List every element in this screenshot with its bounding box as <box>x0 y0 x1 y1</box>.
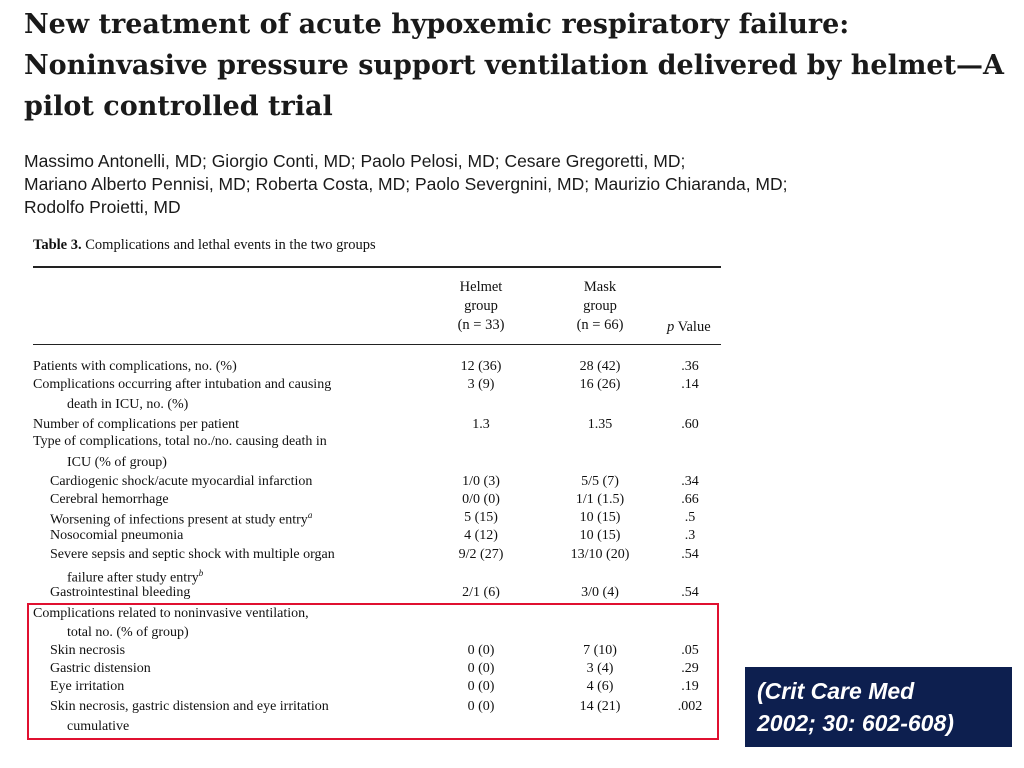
row-label: Patients with complications, no. (%) <box>33 359 237 374</box>
author-list <box>24 150 1014 219</box>
row-label: Type of complications, total no./no. causing death in <box>33 434 327 449</box>
mask-cell: 10 (15) <box>579 510 621 525</box>
p-value-cell: .29 <box>681 661 699 676</box>
p-value-cell: .54 <box>681 547 699 562</box>
p-value-cell: .14 <box>681 377 699 392</box>
table-top-rule <box>33 266 721 268</box>
table-row <box>0 492 730 510</box>
mask-cell: 28 (42) <box>579 359 621 374</box>
author-line: Massimo Antonelli, MD; Giorgio Conti, MD; Paolo Pelosi, MD; Cesare Gregoretti, MD; <box>24 151 686 171</box>
p-value-cell: .3 <box>684 528 696 543</box>
row-label: Skin necrosis <box>50 643 126 658</box>
mask-cell: 1/1 (1.5) <box>575 492 625 507</box>
table-header-rule <box>33 344 721 345</box>
p-value-cell: .5 <box>684 510 696 525</box>
helmet-cell: 0/0 (0) <box>462 492 500 507</box>
mask-cell: 16 (26) <box>579 377 621 392</box>
table-row <box>0 585 730 603</box>
mask-cell: 5/5 (7) <box>581 474 619 489</box>
row-label: Cardiogenic shock/acute myocardial infarction <box>50 474 313 489</box>
mask-cell: 1.35 <box>587 417 613 432</box>
helmet-cell: 4 (12) <box>464 528 498 543</box>
row-label: Number of complications per patient <box>33 417 240 432</box>
table-row <box>0 434 730 452</box>
row-label: Cerebral hemorrhage <box>50 492 169 507</box>
helmet-cell: 0 (0) <box>467 679 495 694</box>
helmet-cell: 1/0 (3) <box>462 474 500 489</box>
helmet-cell: 1.3 <box>472 417 490 432</box>
table-row <box>0 510 730 528</box>
helmet-cell: 9/2 (27) <box>458 547 504 562</box>
table-row <box>0 568 730 586</box>
footnote-marker: a <box>307 510 313 520</box>
row-label: total no. (% of group) <box>67 625 189 640</box>
mask-cell: 13/10 (20) <box>570 547 630 562</box>
p-value-cell: .05 <box>681 643 699 658</box>
row-label: Complications related to noninvasive ventilation, <box>33 606 309 621</box>
author-line: Rodolfo Proietti, MD <box>24 197 181 217</box>
mask-cell: 3 (4) <box>586 661 614 676</box>
helmet-cell: 3 (9) <box>467 377 495 392</box>
helmet-cell: 0 (0) <box>467 643 495 658</box>
column-header-helmet: Helmet group (n = 33) <box>457 279 505 333</box>
p-value-cell: .54 <box>681 585 699 600</box>
paper-title: New treatment of acute hypoxemic respiratory failure: Noninvasive pressure support ventilation delivered by helmet—A pilot controlled trial <box>24 9 1004 122</box>
p-value-cell: .19 <box>681 679 699 694</box>
table-caption-label: Table 3. <box>33 237 82 253</box>
table-row <box>0 474 730 492</box>
row-label: ICU (% of group) <box>67 455 167 470</box>
highlight-box <box>27 603 719 740</box>
column-header-p-value: p Value <box>667 319 711 335</box>
helmet-cell: 0 (0) <box>467 661 495 676</box>
row-label: death in ICU, no. (%) <box>67 397 189 412</box>
row-label: Complications occurring after intubation and causing <box>33 377 332 392</box>
row-label: Worsening of infections present at study entry$^a$ <box>50 510 313 528</box>
mask-cell: 7 (10) <box>583 643 617 658</box>
helmet-cell: 12 (36) <box>460 359 502 374</box>
mask-cell: 4 (6) <box>586 679 614 694</box>
table-row <box>0 377 730 395</box>
table-caption <box>33 237 376 254</box>
row-label: Severe sepsis and septic shock with multiple organ <box>50 547 335 562</box>
citation-line: (Crit Care Med <box>757 678 915 704</box>
column-header-mask: Mask group (n = 66) <box>576 279 624 333</box>
row-label: failure after study entry$^b$ <box>67 568 204 586</box>
author-line: Mariano Alberto Pennisi, MD; Roberta Costa, MD; Paolo Severgnini, MD; Maurizio Chiaranda, MD; <box>24 174 788 194</box>
helmet-cell: 5 (15) <box>464 510 498 525</box>
table-row <box>0 417 730 435</box>
table-row <box>0 547 730 565</box>
p-value-cell: .002 <box>677 699 703 714</box>
row-label: Gastric distension <box>50 661 151 676</box>
citation-line: 2002; 30: 602-608) <box>757 710 954 736</box>
helmet-cell: 2/1 (6) <box>462 585 500 600</box>
table-row <box>0 397 730 415</box>
table-row <box>0 528 730 546</box>
helmet-cell: 0 (0) <box>467 699 495 714</box>
footnote-marker: b <box>198 568 204 578</box>
table-caption-text: Complications and lethal events in the two groups <box>85 237 376 253</box>
p-value-cell: .34 <box>681 474 699 489</box>
table-row <box>0 455 730 473</box>
row-label: Gastrointestinal bleeding <box>50 585 191 600</box>
p-value-cell: .36 <box>681 359 699 374</box>
citation-box <box>745 667 1012 747</box>
mask-cell: 3/0 (4) <box>581 585 619 600</box>
mask-cell: 14 (21) <box>579 699 621 714</box>
table-row <box>0 359 730 377</box>
row-label: cumulative <box>67 719 130 734</box>
p-value-cell: .66 <box>681 492 699 507</box>
p-value-cell: .60 <box>681 417 699 432</box>
row-label: Skin necrosis, gastric distension and eye irritation <box>50 699 329 714</box>
row-label: Nosocomial pneumonia <box>50 528 184 543</box>
mask-cell: 10 (15) <box>579 528 621 543</box>
row-label: Eye irritation <box>50 679 125 694</box>
